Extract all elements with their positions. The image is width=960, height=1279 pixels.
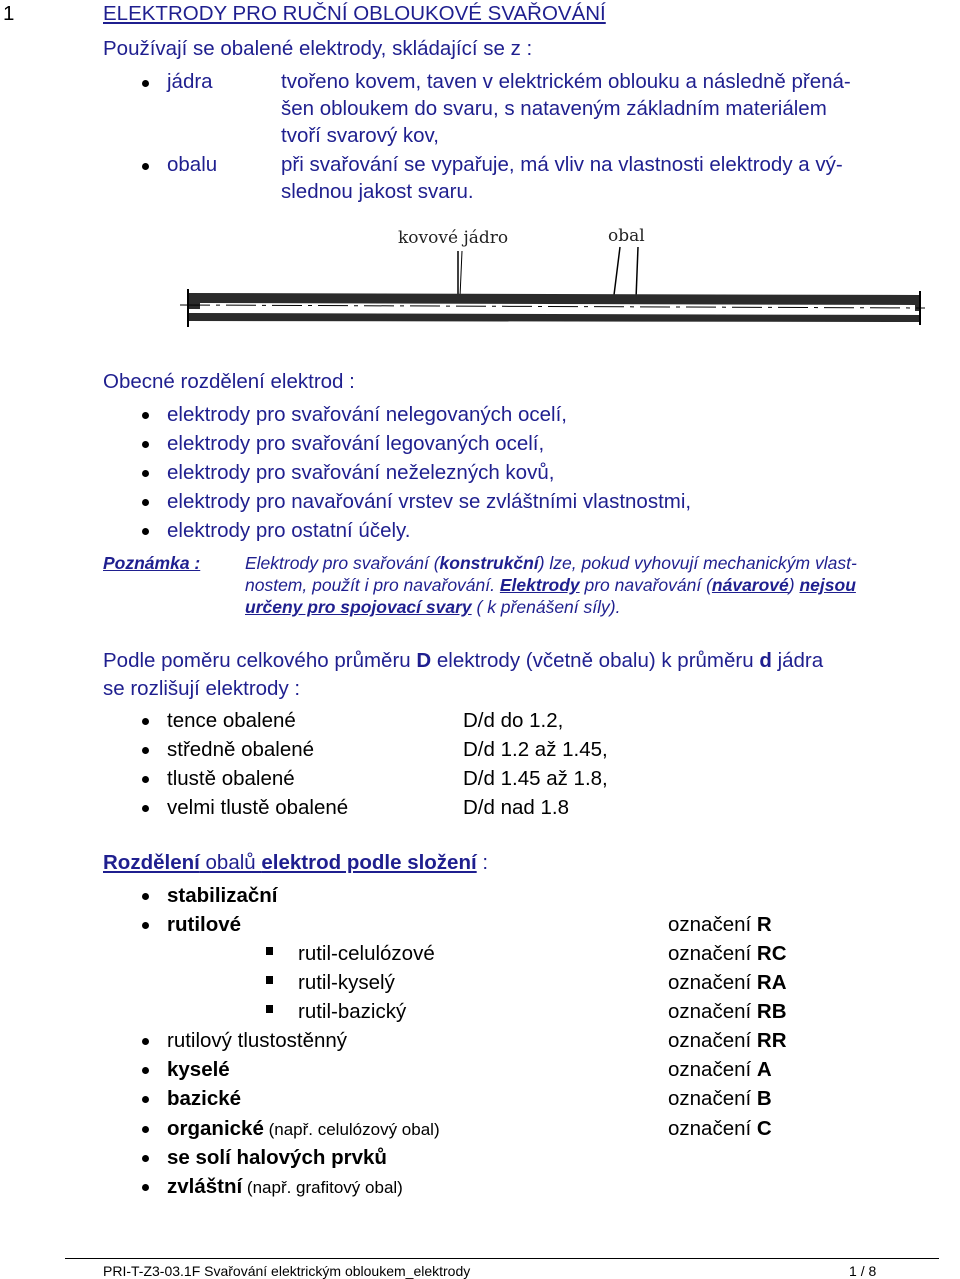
coating-rutile-thick: rutilový tlustostěnný [167, 1029, 348, 1052]
note-label: Poznámka : [103, 553, 201, 573]
ratio-name: tlustě obalené [167, 767, 295, 790]
bullet [142, 80, 149, 87]
core-label: kovové jádro [398, 228, 509, 248]
coating-rutile-acid: rutil-kyselý [298, 971, 395, 994]
designation-A: označení A [668, 1058, 772, 1081]
footer-doc-id: PRI-T-Z3-03.1F Svařování elektrickým obloukem_elektrody [103, 1263, 471, 1279]
list-item: elektrody pro navařování vrstev se zvláštními vlastnostmi, [167, 490, 692, 513]
electrode-diagram [170, 215, 930, 335]
bullet [142, 412, 149, 419]
list-item: elektrody pro svařování neželezných kovů, [167, 461, 555, 484]
ratio-intro-line-2: se rozlišují elektrody : [103, 677, 301, 700]
bullet [142, 441, 149, 448]
bullet [142, 1038, 149, 1045]
bullet [142, 528, 149, 535]
section-number: 1 [3, 2, 15, 25]
designation-RB: označení RB [668, 1000, 787, 1023]
coat-label: obal [608, 226, 645, 246]
bullet [142, 776, 149, 783]
coating-rutile-cellulose: rutil-celulózové [298, 942, 435, 965]
square-bullet [266, 976, 273, 984]
designation-RC: označení RC [668, 942, 787, 965]
ratio-intro-line-1: Podle poměru celkového průměru D elektrody (včetně obalu) k průměru d jádra [103, 649, 824, 672]
list-item: elektrody pro svařování nelegovaných ocelí, [167, 403, 567, 426]
list-item: elektrody pro svařování legovaných ocelí, [167, 432, 545, 455]
ratio-value: D/d 1.2 až 1.45, [463, 738, 608, 761]
bullet [142, 1126, 149, 1133]
list-item: elektrody pro ostatní účely. [167, 519, 411, 542]
component-desc-line: tvoří svarový kov, [281, 124, 439, 147]
bullet [142, 747, 149, 754]
designation-R: označení R [668, 913, 772, 936]
coating-acid: kyselé [167, 1058, 230, 1081]
ratio-value: D/d 1.45 až 1.8, [463, 767, 608, 790]
bullet [142, 1155, 149, 1162]
note-line-3: určeny pro spojovací svary ( k přenášení síly). [245, 597, 621, 617]
composition-title: Rozdělení obalů elektrod podle složení : [103, 851, 489, 874]
ratio-name: středně obalené [167, 738, 315, 761]
page-title: ELEKTRODY PRO RUČNÍ OBLOUKOVÉ SVAŘOVÁNÍ [103, 2, 606, 25]
coating-rutile-basic: rutil-bazický [298, 1000, 407, 1023]
bullet [142, 1067, 149, 1074]
bullet [142, 922, 149, 929]
component-desc-line: tvořeno kovem, taven v elektrickém oblouku a následně přená- [281, 70, 851, 93]
designation-C: označení C [668, 1117, 772, 1140]
intro-text: Používají se obalené elektrody, skládající se z : [103, 37, 533, 60]
coating-rutile: rutilové [167, 913, 242, 936]
ratio-name: velmi tlustě obalené [167, 796, 349, 819]
ratio-value: D/d do 1.2, [463, 709, 564, 732]
coating-basic: bazické [167, 1087, 242, 1110]
bullet [142, 499, 149, 506]
square-bullet [266, 947, 273, 955]
ratio-value: D/d nad 1.8 [463, 796, 569, 819]
coating-stabilizing: stabilizační [167, 884, 278, 907]
note-line-1: Elektrody pro svařování (konstrukční) lze, pokud vyhovují mechanickým vlast- [245, 553, 857, 573]
bullet [142, 470, 149, 477]
bullet [142, 718, 149, 725]
designation-RR: označení RR [668, 1029, 787, 1052]
component-desc-line: slednou jakost svaru. [281, 180, 474, 203]
coating-halogen: se solí halových prvků [167, 1146, 387, 1169]
bullet [142, 1184, 149, 1191]
coating-organic: organické (např. celulózový obal) [167, 1117, 440, 1140]
component-term: obalu [167, 153, 218, 176]
component-desc-line: šen obloukem do svaru, s nataveným základním materiálem [281, 97, 827, 120]
bullet [142, 805, 149, 812]
component-desc-line: při svařování se vypařuje, má vliv na vlastnosti elektrody a vý- [281, 153, 843, 176]
bullet [142, 1096, 149, 1103]
square-bullet [266, 1005, 273, 1013]
general-title: Obecné rozdělení elektrod : [103, 370, 355, 393]
footer-page-number: 1 / 8 [849, 1263, 877, 1279]
bullet [142, 893, 149, 900]
component-term: jádra [167, 70, 213, 93]
designation-RA: označení RA [668, 971, 787, 994]
footer-divider [65, 1258, 939, 1259]
ratio-name: tence obalené [167, 709, 296, 732]
note-line-2: nostem, použít i pro navařování. Elektrody pro navařování (návarové) nejsou [245, 575, 856, 595]
designation-B: označení B [668, 1087, 772, 1110]
bullet [142, 163, 149, 170]
coating-special: zvláštní (např. grafitový obal) [167, 1175, 403, 1198]
